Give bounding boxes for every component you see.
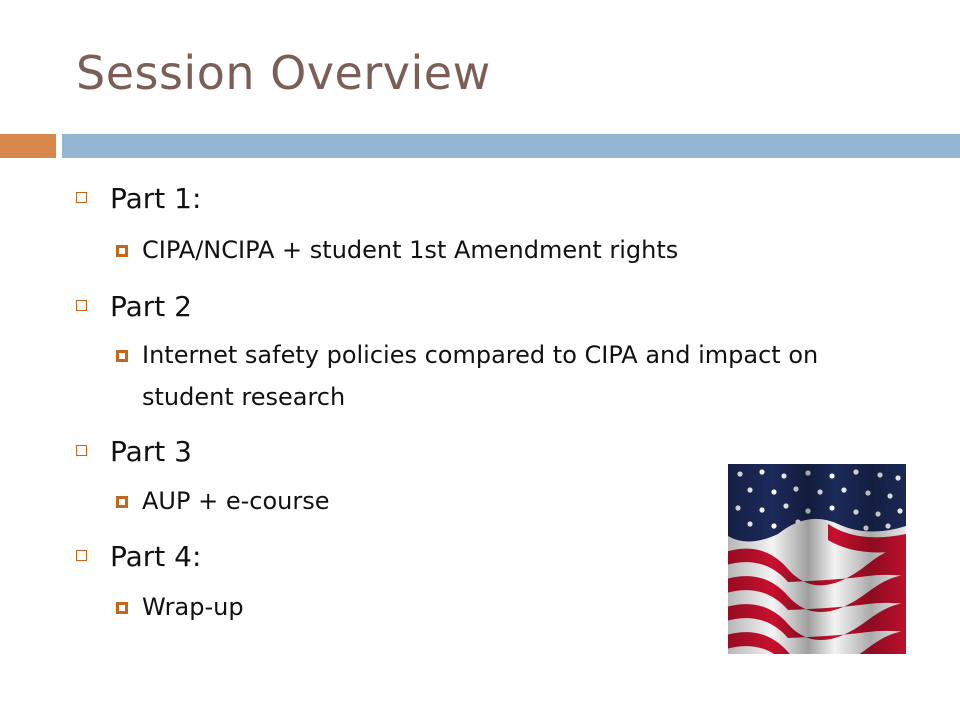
square-bullet-icon — [116, 350, 128, 362]
hollow-square-bullet-icon — [76, 300, 87, 311]
bullet-label: Part 2 — [110, 290, 192, 323]
sub-bullet-text: CIPA/NCIPA + student 1st Amendment rights — [142, 236, 679, 264]
american-flag-image — [728, 464, 906, 654]
square-bullet-icon — [116, 496, 128, 508]
hollow-square-bullet-icon — [76, 445, 87, 456]
bullet-label: Part 3 — [110, 435, 192, 468]
sub-bullet-text: AUP + e-course — [142, 487, 330, 515]
sub-bullet-text: Wrap-up — [142, 593, 244, 621]
hollow-square-bullet-icon — [76, 550, 87, 561]
sub-bullet-text: Internet safety policies compared to CIPA and impact on student research — [142, 341, 819, 411]
square-bullet-icon — [116, 245, 128, 257]
bullet-label: Part 1: — [110, 182, 202, 215]
square-bullet-icon — [116, 602, 128, 614]
hollow-square-bullet-icon — [76, 192, 87, 203]
bullet-label: Part 4: — [110, 540, 202, 573]
slide-title: Session Overview — [76, 46, 491, 100]
